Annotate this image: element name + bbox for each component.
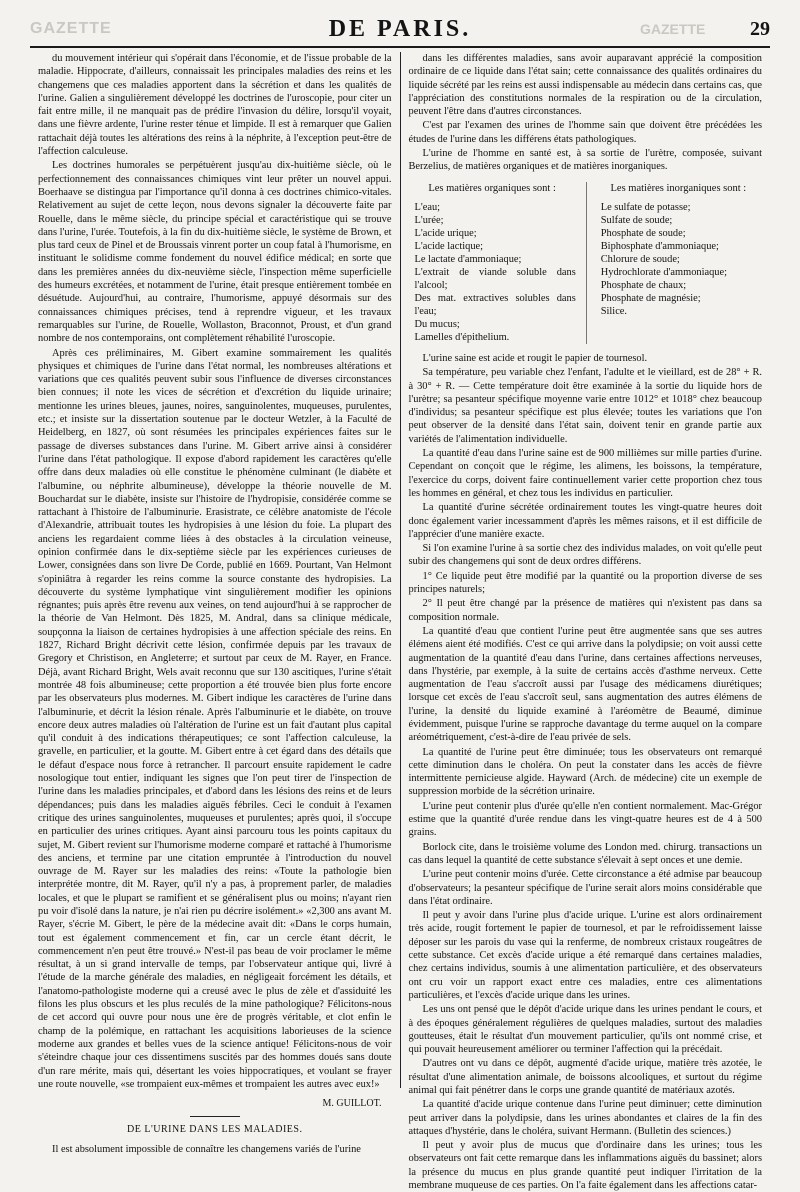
list-item: Biphosphate d'ammoniaque; xyxy=(600,240,719,252)
paragraph: La quantité d'urine sécrétée ordinairement toutes les vingt-quatre heures doit donc également varier incessamment d'après les mêmes raisons, et il est difficile de l'apprécier d'une manière exacte. xyxy=(408,502,762,540)
paragraph: Il peut y avoir plus de mucus que d'ordinaire dans les urines; tous les observateurs ont fait cette remarque dans les inflammations aiguës du bassinet; alors la présence du mucus en plus grande quantité peut indiquer l'irritation de la membrane muqueuse de ces parties. On l'a faite également dans les affections catar- xyxy=(408,1140,762,1192)
paragraph: Il peut y avoir dans l'urine plus d'acide urique. L'urine est alors ordinairement très acide, rougit fortement le papier de tournesol, et par le refroidissement laisse déposer sur les parois du vase qui la renferme, de nombreux cristaux rougeâtres de cette substance. Cet excès d'acide urique a été remarqué dans certaines maladies, chez certains individus, soumis à une alimentation particulière, et des observateurs ont cru voir un rapport exact entre ces maladies, entre ces alimentations particulières, et l'excès d'acide urique dans les urines. xyxy=(408,910,762,1001)
bleed-through-text: GAZETTE xyxy=(30,20,112,37)
paragraph: 1° Ce liquide peut être modifié par la quantité ou la proportion diverse de ses principes naturels; xyxy=(408,570,762,596)
list-item: Lamelles d'épithelium. xyxy=(414,331,510,343)
right-column xyxy=(401,52,771,1192)
page-number: 29 xyxy=(750,17,770,40)
paragraph: C'est par l'examen des urines de l'homme sain que doivent être précédées les études de l'urine dans les différens états pathologiques. xyxy=(408,120,762,145)
paragraph: La quantité de l'urine peut être diminuée; tous les observateurs ont remarqué cette diminution dans le choléra. On peut la constater dans les accès de fièvre intermittente pernicieuse algide. Hayward (Arch. de médecine) cite un exemple de suppression morbide de la sécrétion urinaire. xyxy=(408,746,762,798)
list-item: Le lactate d'ammoniaque; xyxy=(414,253,522,265)
paragraph: dans les différentes maladies, sans avoir auparavant apprécié la composition ordinaire de ce liquide dans l'état sain; cette connaissance des qualités ordinaires du liquide sécrété par les reins est aussi indispensable au médecin dans certains cas, que l'appréciation des constitutions normales de la respiration ou de la circulation, peuvent l'être dans d'autres circonstances. xyxy=(408,53,762,118)
composition-table xyxy=(409,182,763,344)
list-item: Du mucus; xyxy=(414,318,460,330)
list-item: Silice. xyxy=(600,305,628,317)
organic-heading: Les matières organiques sont : xyxy=(428,182,556,194)
paragraph: L'urine peut contenir moins d'urée. Cette circonstance a été admise par beaucoup d'observateurs; la pesanteur spécifique de l'urine serait alors moins considérable que dans l'état ordinaire. xyxy=(408,869,762,907)
paragraph: La quantité d'eau que contient l'urine peut être augmentée sans que ses autres élémens aient été modifiés. C'est ce qui arrive dans la polydipsie; on voit aussi cette augmentation de la quantité d'eau dans l'urine, dans certaines affections nerveuses, dans l'hystérie, par exemple, à la suite de certains accès d'asthme nerveux. Cette augmentation de l'eau s'accroît aussi par l'usage des médicamens diurétiques; lorsque cet excès de l'eau s'accroît seul, sans augmentation des autres élémens de l'urine, la densité du liquide examiné à l'aréomètre de Beaumé, diminue évidemment, puisque l'urine se rapproche davantage du terme auquel on la compare aréométriquement, c'est-à-dire de l'eau privée de sels. xyxy=(408,625,762,744)
list-item: Phosphate de chaux; xyxy=(600,279,687,291)
paragraph: La quantité d'acide urique contenue dans l'urine peut diminuer; cette diminution peut arriver dans la polydipsie, dans les urines abondantes et claires de la fin des attaques d'hystérie, dans le choléra, suivant Hermann. (Bulletin des sciences.) xyxy=(408,1099,762,1137)
newspaper-title: DE PARIS. xyxy=(328,15,472,42)
paragraph: L'urine de l'homme en santé est, à sa sortie de l'urètre, composée, suivant Berzelius, de matières organiques et de matières inorganiques. xyxy=(408,148,762,173)
paragraph: L'urine saine est acide et rougit le papier de tournesol. xyxy=(422,352,648,364)
paragraph: L'urine peut contenir plus d'urée qu'elle n'en contient normalement. Mac-Grégor estime que la quantité d'urée rendue dans les vingt-quatre heures est de 4 à 500 grains. xyxy=(408,800,762,839)
paragraph: du mouvement intérieur qui s'opérait dans l'économie, et de l'issue probable de la maladie. Hippocrate, d'ailleurs, connaissait les principales maladies des reins et les changemens que ces maladies apportent dans la sécrétion et dans les qualités de l'urine. Galien a singulièrement développé les doctrines de l'uroscopie, pour citer un fait entre mille, il ne manquait pas de prédire l'invasion du délire, lorsqu'il voyait, dans une fièvre ardente, l'urine rester ténue et limpide. Il est à remarquer que Galien rattachait déjà toutes les altérations des reins à la néphrite, à l'exception peut-être de l'affection calculeuse. xyxy=(38,53,392,158)
left-column xyxy=(30,52,400,1155)
inorganic-heading: Les matières inorganiques sont : xyxy=(610,182,747,194)
list-item: Phosphate de magnésie; xyxy=(600,292,701,304)
paragraph: Les uns ont pensé que le dépôt d'acide urique dans les urines pendant le cours, et à des époques généralement régulières de quelques maladies, surtout des maladies goutteuses, était le résultat d'un mouvement particulier, qu'ils ont nommé crise, et qui pouvait heureusement améliorer ou terminer l'affection qui la précédait. xyxy=(408,1004,762,1056)
paragraph: La quantité d'eau dans l'urine saine est de 900 millièmes sur mille parties d'urine. Cependant on conçoit que le régime, les alimens, les boissons, la température, l'exercice du corps, doivent faire continuellement varier cette proportion chez tous les hommes en général, et chez tous les individus en particulier. xyxy=(408,448,762,499)
section-title: DE L'URINE DANS LES MALADIES. xyxy=(127,1124,303,1136)
paragraph: 2° Il peut être changé par la présence de matières qui n'existent pas dans sa composition normale. xyxy=(408,598,762,623)
paragraph: Borlock cite, dans le troisième volume des London med. chirurg. transactions un cas dans lequel la quantité de cette substance s'élevait à sept onces et une demie. xyxy=(408,841,762,866)
author-signature: M. GUILLOT. xyxy=(322,1098,382,1110)
list-item: L'acide lactique; xyxy=(414,240,484,252)
inorganic-list xyxy=(586,182,762,344)
paragraph: Les doctrines humorales se perpétuèrent jusqu'au dix-huitième siècle, où le perfectionnement des connaissances chimiques vint leur prêter un nouvel appui. Boerhaave se distingua par l'importance qu'il donna à ces doctrines chimico-vitales. Relativement au sujet de cette leçon, nous devons signaler la découverte faite par Rouelle, dans le même siècle, du principe spécial et caractéristique qui se trouve dans l'urine, l'urée. Toutefois, à la fin du dix-huitième siècle, le système de Brown, et plus tard ceux de Pinel et de Broussais vinrent porter un coup fatal à l'humorisme, en instituant le solidisme comme fondement du nouvel édifice médical; en sorte que dans les premières années du dix-neuvième siècle, l'inspection même superficielle des humeurs excrétées, et notamment de l'urine, était presque entièrement tombée en désuétude. Aujourd'hui, au contraire, l'humorisme, appuyé désormais sur des connaissances chimiques précises, tend à reprendre vigueur, et les travaux remarquables sur l'urine, de Rouelle, Wollaston, Braconnot, Proust, et d'un grand nombre de nos contemporains, ont complètement réhabilité l'uroscopie. xyxy=(38,160,392,345)
list-item: Le sulfate de potasse; xyxy=(600,201,691,213)
list-item: Hydrochlorate d'ammoniaque; xyxy=(600,266,727,278)
list-item: Sulfate de soude; xyxy=(600,214,673,226)
list-item: L'eau; xyxy=(414,201,441,213)
list-item: L'urée; xyxy=(414,214,444,226)
article-columns xyxy=(30,52,770,1192)
paragraph: Après ces préliminaires, M. Gibert examine sommairement les qualités physiques et chimiques de l'urine dans l'état normal, les nombreuses altérations et variations que ces qualités peuvent subir sous l'influence de diverses circonstances bien connues; il note les vices de sécrétion et d'excrétion du liquide urinaire; mentionne les urines bleues, jaunes, noires, sanguinolentes, muqueuses, purulentes, etc.; et insiste sur la dissertation soutenue par le docteur Wetzler, à la Faculté de Heidelberg, en 1827, où sont résumées les principales expériences faites sur le passage de diverses substances dans l'urine. M. Gibert arrive ainsi à considérer l'urine dans l'état pathologique. Il expose d'abord rapidement les caractères qu'elle offre dans deux maladies où elle constitue le phénomène culminant (le diabète et l'albumine, ou néphrite albumineuse), développe la théorie nouvelle de M. Bouchardat sur le diabète, insiste sur l'histoire de l'hydropisie, considérée comme se rattachant à l'histoire de l'albuminurie. Erasistrate, ce célèbre anatomiste de l'école d'Alexandrie, attribuait toutes les hydropisies à une lésion du foie. La plupart des anciens les regardaient comme liées à des obstacles à la circulation veineuse, opinion confirmée dans le dix-septième siècle par les expériences curieuses de Lower, consignées dans son livre De Corde, publié en 1669. Pourtant, Van Helmont s'opiniâtra à regarder les reins comme la source constante des hydropisies. La découverte du système lymphatique vint singulièrement modifier les opinions régnantes; puis après être revenu aux veines, on tend aujourd'hui à se rapprocher de la théorie de Van Helmont. Dès 1825, M. Andral, dans sa clinique médicale, soupçonna la liaison de certaines hydropisies à une affection spéciale des reins. En 1827, Richard Bright décrivit cette lésion, confirmée depuis par les travaux de Gregory et Christison, en Angleterre; et surtout par ceux de M. Rayer, en France. Déjà, avant Richard Bright, Wels avait reconnu que sur 130 ascitiques, l'urine s'était montrée 48 fois albumineuse; cette proportion a été trouvée bien plus forte encore par les observateurs plus modernes. M. Gibert indique les caractères de l'urine dans l'albuminurie, et décrit la lésion rénale. Après l'albuminurie et le diabète, on trouve encore deux autres maladies où l'altération de l'urine est un fait d'autant plus capital qu'il conduit à des indications thérapeutiques; ce sont l'affection calculeuse, la gravelle, en particulier, et la goutte. M. Gibert entre à cet égard dans des détails que le défaut d'espace nous force à retrancher. Il parcourt ensuite rapidement le cadre nosologique tout entier, indiquant les signes que l'on peut tirer de l'inspection de l'urine dans les maladies principales, et d'abord dans les lésions des reins et de leurs dépendances; puis dans les maladies aiguës fébriles. Ceci le conduit à l'examen critique des urines sanguinolentes, muqueuses et purulentes; après quoi, il s'occupe en particulier des urines critiques. Ayant ainsi parcouru tous les points capitaux du sujet, M. Gibert revient sur l'humorisme moderne comparé et rattaché à l'humorisme des anciens, et termine par une citation empruntée à l'introduction du nouvel ouvrage de M. Rayer sur les maladies des reins: «Toute la pathologie bien interprétée montre, dit M. Rayer, qu'il n'y a pas, à proprement parler, de maladies locales, et que le plupart se ramifient et se généralisent plus ou moins; n'ayant rien pu voir d'isolé dans la nature, je n'ai rien pu décrire isolément.» «2,300 ans avant M. Rayer, s'écrie M. Gibert, le père de la médecine avait dit: «Dans le corps humain, tout est également commencement et fin, car un cercle étant décrit, le commencement n'en peut être trouvé.» N'est-il pas beau de voir proclamer le même résultat, à un si grand intervalle de temps, par l'observateur antique qui, livré à l'étude de la marche générale des maladies, en négligeait forcément les détails, et l'anatomo-pathologiste moderne qui a creusé avec le plus de zèle et d'assiduité les filons les plus obscurs et les plus reculés de la mine pathologique? Félicitons-nous de cet accord qui ouvre pour nous une ère de progrès véritable, et clot enfin le champ de la polémique, en rattachant les acquisitions laborieuses de la science moderne aux grandes et belles vues de la science antique! Félicitons-nous de voir s'éteindre chaque jour ces dissentimens suscités par des hommes doués sans doute d'un rare mérite, mais qui, désertant les voies hippocratiques, et voulant se frayer une route nouvelle, «se trompaient eux-mêmes et trompaient les autres avec eux!» xyxy=(38,347,392,1090)
paragraph: Sa température, peu variable chez l'enfant, l'adulte et le vieillard, est de 28° + R. à 30° + R. — Cette température doit être examinée à la sortie du liquide hors de l'urètre; sa pesanteur spécifique moyenne varie entre 1012° et 1018° chez beaucoup d'individus; sa pesanteur spécifique est plus élevée; toutes les variations que l'on peut observer de la densité dans l'état sain, doivent tenir en grande partie aux variétés de l'alimentation individuelle. xyxy=(408,367,762,445)
organic-list xyxy=(409,182,576,344)
list-item: L'acide urique; xyxy=(414,227,477,239)
list-item: Des mat. extractives solubles dans l'eau; xyxy=(414,292,576,317)
bleed-through-text-right: GAZETTE xyxy=(640,21,706,37)
divider xyxy=(190,1116,240,1117)
list-item: L'extrait de viande soluble dans l'alcool; xyxy=(414,266,576,291)
paragraph: D'autres ont vu dans ce dépôt, augmenté d'acide urique, matière très azotée, le résultat d'une alimentation animale, de boissons alcooliques, et surtout du régime animal qui fait pénétrer dans le corps une grande quantité de matériaux azotés. xyxy=(408,1058,762,1096)
list-item: Chlorure de soude; xyxy=(600,253,680,265)
masthead xyxy=(30,12,770,48)
paragraph: Si l'on examine l'urine à sa sortie chez des individus malades, on voit qu'elle peut subir des changemens qui sont de deux ordres différens. xyxy=(408,543,762,568)
list-item: Phosphate de soude; xyxy=(600,227,686,239)
paragraph: Il est absolument impossible de connaître les changemens variés de l'urine xyxy=(52,1143,361,1155)
